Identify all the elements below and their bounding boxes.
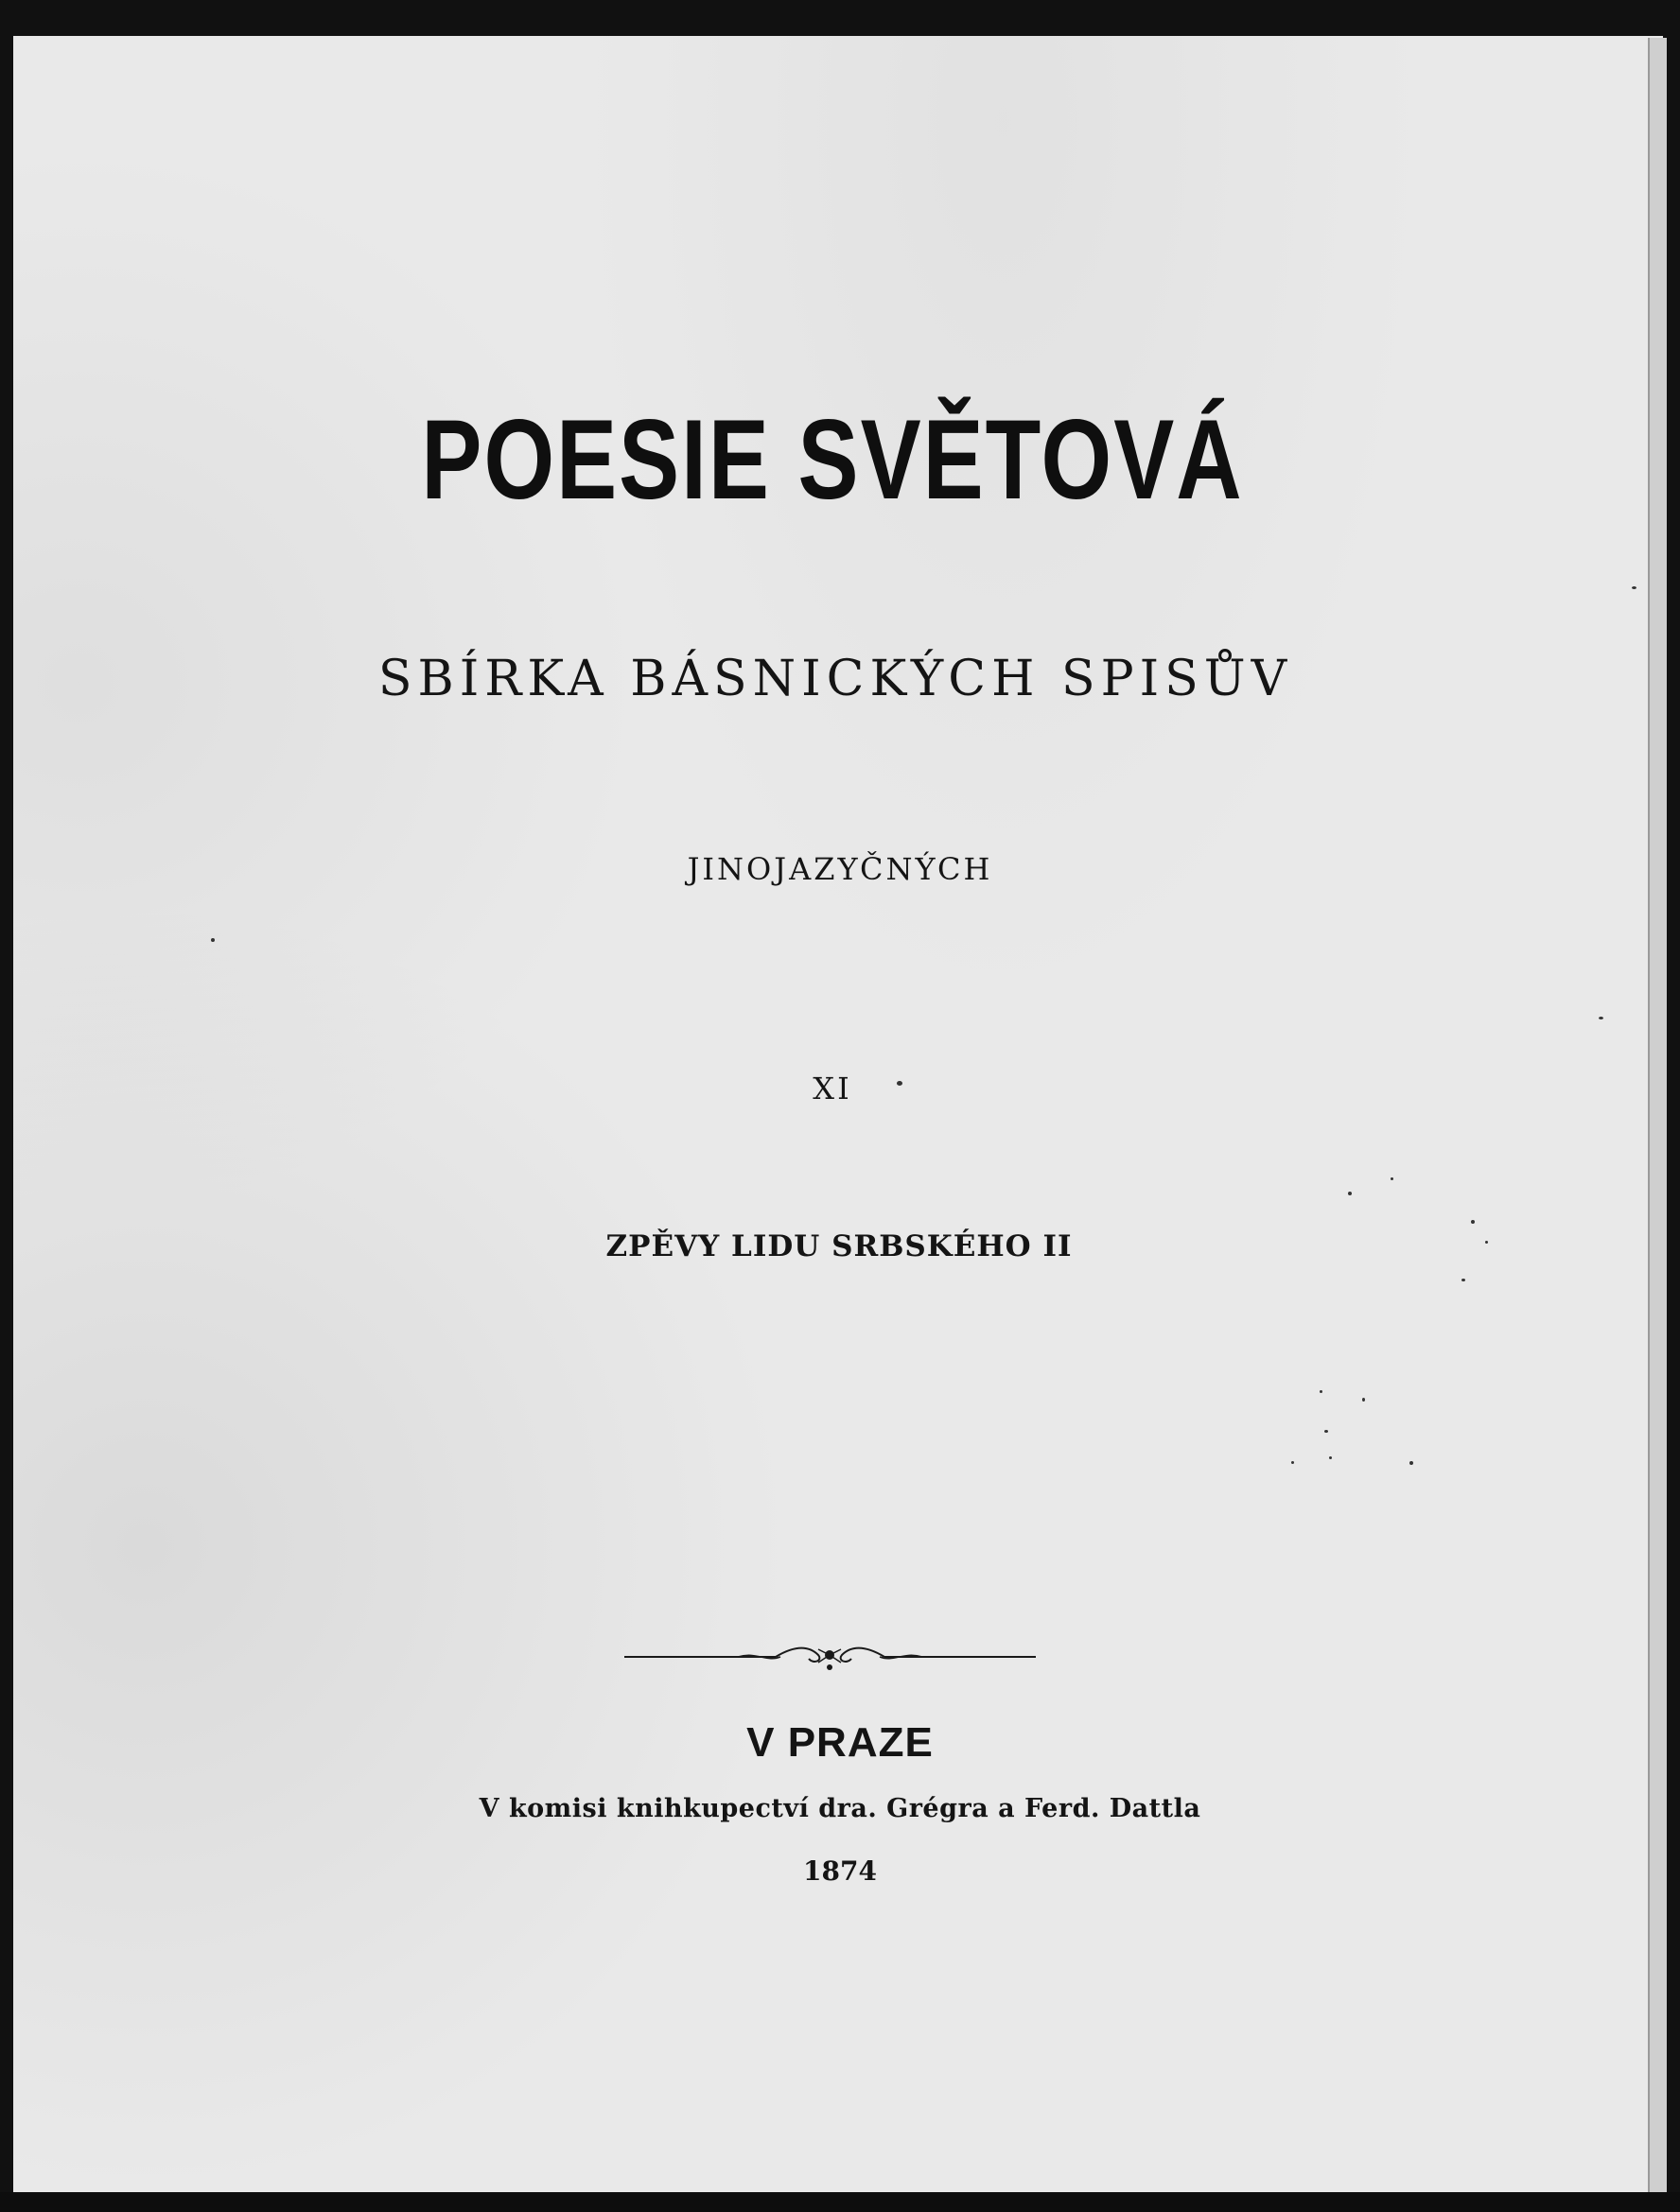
ink-speck bbox=[1461, 1279, 1465, 1281]
decorative-rule-ornament bbox=[624, 1638, 1036, 1676]
volume-number: XI bbox=[813, 1071, 852, 1106]
imprint-publisher: V komisi knihkupectví dra. Grégra a Ferd. Dattla bbox=[479, 1794, 1201, 1823]
ink-speck bbox=[1348, 1192, 1352, 1195]
ink-speck bbox=[897, 1081, 902, 1086]
ink-speck bbox=[1329, 1456, 1332, 1459]
ink-speck bbox=[1485, 1241, 1488, 1244]
ink-speck bbox=[1391, 1177, 1393, 1180]
ink-speck bbox=[1599, 1017, 1603, 1019]
ink-speck bbox=[211, 938, 215, 942]
ink-speck bbox=[1291, 1461, 1294, 1464]
scan-border bbox=[0, 2192, 1680, 2212]
subtitle-line-2: JINOJAZYČNÝCH bbox=[687, 851, 993, 887]
ink-speck bbox=[1632, 586, 1636, 589]
subtitle-line-1: SBÍRKA BÁSNICKÝCH SPISŮV bbox=[377, 651, 1293, 707]
ink-speck bbox=[1471, 1220, 1475, 1224]
ink-speck bbox=[1409, 1461, 1413, 1465]
ink-speck bbox=[1362, 1398, 1365, 1402]
ink-speck bbox=[1320, 1390, 1322, 1393]
ink-speck bbox=[1324, 1430, 1328, 1433]
imprint-place: V PRAZE bbox=[746, 1719, 934, 1766]
series-title: POESIE SVĚTOVÁ bbox=[421, 396, 1244, 523]
work-title: ZPĚVY LIDU SRBSKÉHO II bbox=[605, 1229, 1073, 1263]
imprint-year: 1874 bbox=[803, 1855, 877, 1887]
